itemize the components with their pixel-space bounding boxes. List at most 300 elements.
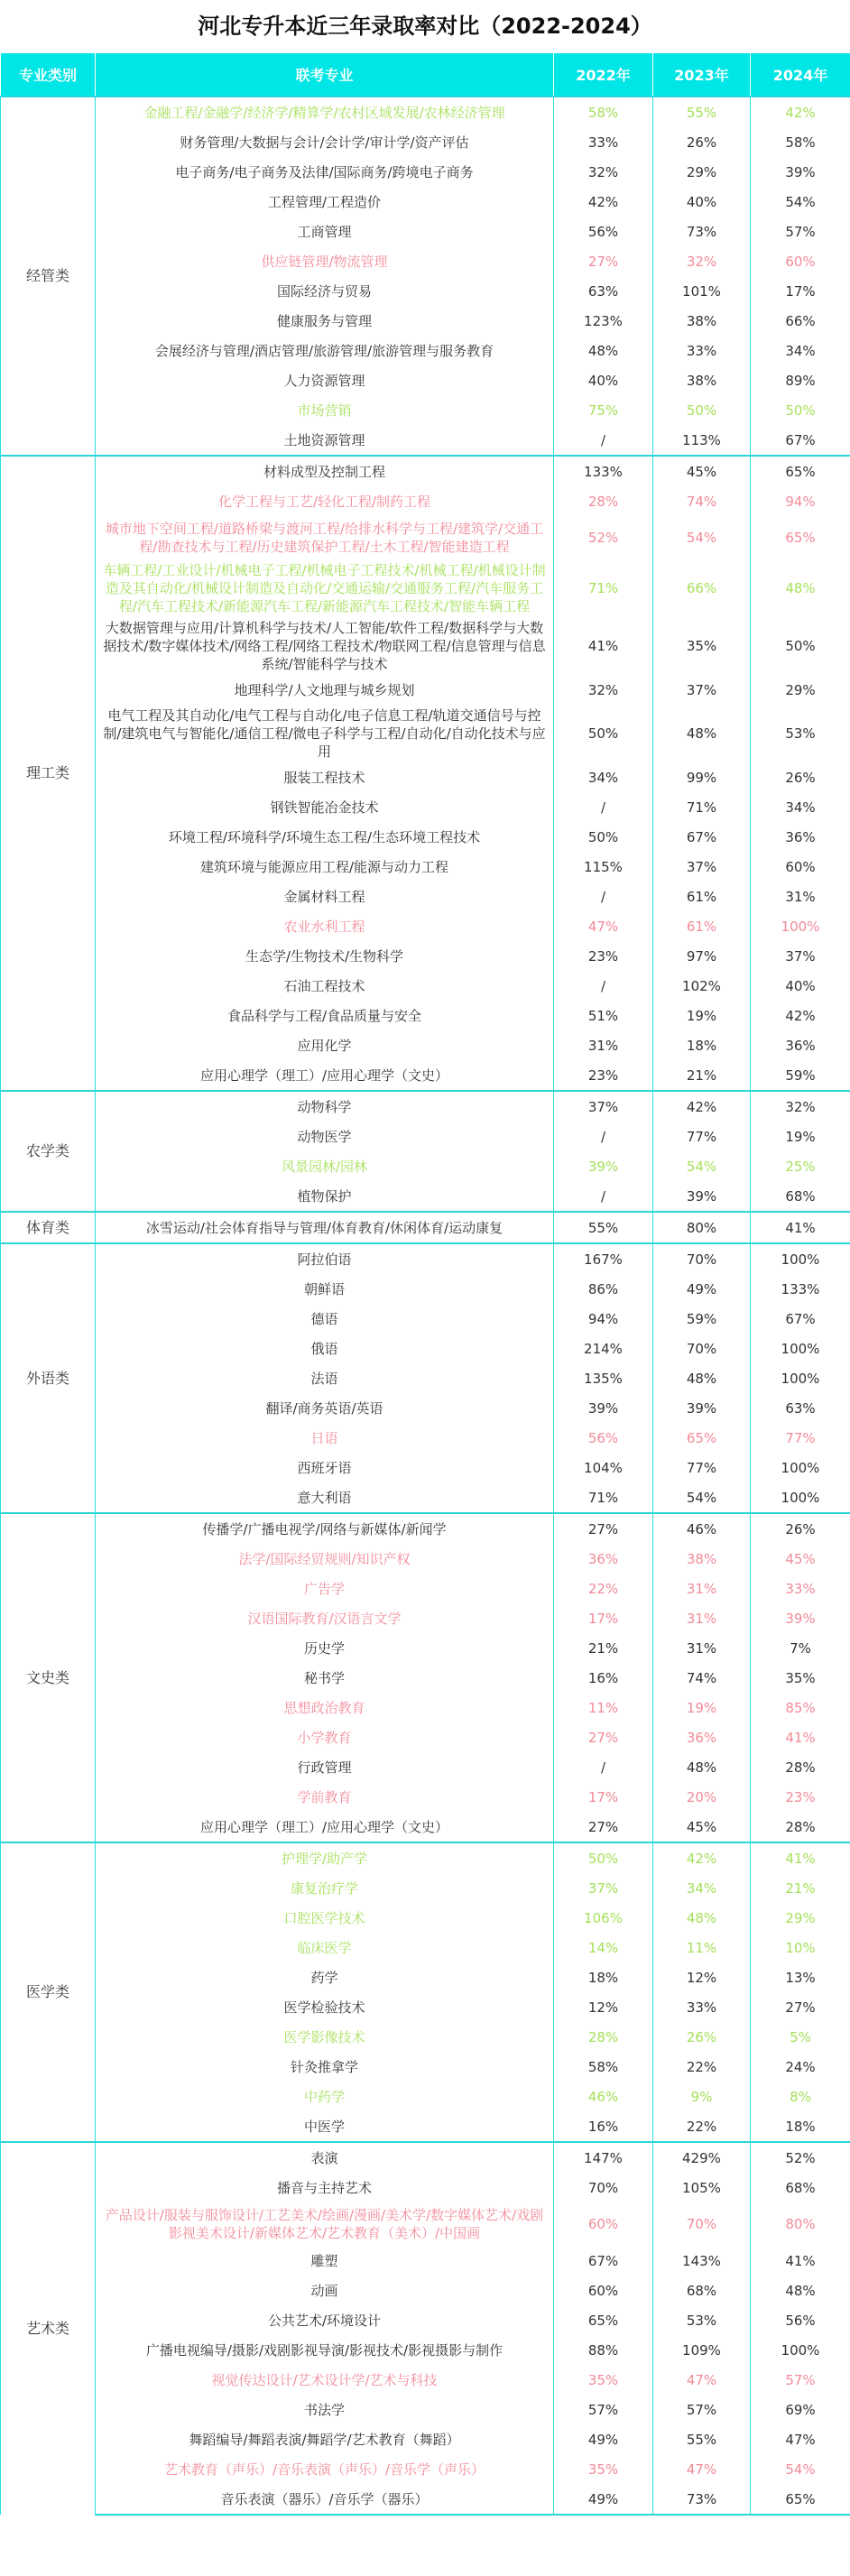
table-row (1, 1633, 850, 1663)
table-row (1, 1243, 850, 1274)
table-row (1, 1873, 850, 1903)
table-row (1, 852, 850, 882)
rate-2024-cell: 50% (751, 395, 850, 425)
rate-2024-cell: 65% (751, 456, 850, 486)
major-cell: 材料成型及控制工程 (96, 456, 554, 486)
category-cell: 农学类 (1, 1091, 96, 1212)
major-cell: 口腔医学技术 (96, 1903, 554, 1933)
rate-2023-cell: 22% (653, 2052, 751, 2082)
rate-2023-cell: 42% (653, 1091, 751, 1122)
major-cell: 广告学 (96, 1574, 554, 1603)
table-row (1, 1663, 850, 1693)
table-row (1, 1212, 850, 1243)
rate-2024-cell: 28% (751, 1812, 850, 1842)
rate-2022-cell: 49% (554, 2484, 653, 2515)
major-cell: 食品科学与工程/食品质量与安全 (96, 1001, 554, 1030)
table-row (1, 2335, 850, 2365)
major-cell: 土地资源管理 (96, 425, 554, 456)
major-cell: 地理科学/人文地理与城乡规划 (96, 675, 554, 705)
rate-2022-cell: 28% (554, 2022, 653, 2052)
rate-2022-cell: / (554, 1122, 653, 1151)
rate-2024-cell: 63% (751, 1393, 850, 1423)
table-row (1, 971, 850, 1001)
major-cell: 中药学 (96, 2082, 554, 2111)
major-cell: 西班牙语 (96, 1453, 554, 1482)
major-cell: 环境工程/环境科学/环境生态工程/生态环境工程技术 (96, 822, 554, 852)
rate-2023-cell: 47% (653, 2365, 751, 2395)
header-2023: 2023年 (653, 53, 751, 97)
major-cell: 历史学 (96, 1633, 554, 1663)
rate-2023-cell: 53% (653, 2305, 751, 2335)
rate-2022-cell: 51% (554, 1001, 653, 1030)
table-row (1, 246, 850, 276)
header-2024: 2024年 (751, 53, 850, 97)
major-cell: 音乐表演（器乐）/音乐学（器乐） (96, 2484, 554, 2515)
major-cell: 护理学/助产学 (96, 1842, 554, 1873)
rate-2023-cell: 73% (653, 2484, 751, 2515)
category-cell: 艺术类 (1, 2142, 96, 2515)
rate-2024-cell: 65% (751, 516, 850, 559)
rate-2023-cell: 42% (653, 1842, 751, 1873)
rate-2024-cell: 5% (751, 2022, 850, 2052)
major-cell: 植物保护 (96, 1181, 554, 1212)
rate-2024-cell: 54% (751, 2454, 850, 2484)
rate-2023-cell: 39% (653, 1181, 751, 1212)
rate-2022-cell: 35% (554, 2365, 653, 2395)
rate-2023-cell: 65% (653, 1423, 751, 1453)
table-row (1, 486, 850, 516)
rate-2023-cell: 77% (653, 1453, 751, 1482)
major-cell: 农业水利工程 (96, 911, 554, 941)
category-group (1, 456, 850, 1091)
major-cell: 视觉传达设计/艺术设计学/艺术与科技 (96, 2365, 554, 2395)
rate-2024-cell: 77% (751, 1423, 850, 1453)
rate-2024-cell: 25% (751, 1151, 850, 1181)
major-cell: 工商管理 (96, 217, 554, 246)
table-row (1, 336, 850, 365)
rate-2023-cell: 49% (653, 1274, 751, 1304)
rate-2024-cell: 18% (751, 2111, 850, 2142)
major-cell: 风景园林/园林 (96, 1151, 554, 1181)
rate-2024-cell: 67% (751, 425, 850, 456)
rate-2022-cell: 32% (554, 157, 653, 187)
rate-2023-cell: 113% (653, 425, 751, 456)
rate-2023-cell: 70% (653, 1243, 751, 1274)
rate-2022-cell: 58% (554, 97, 653, 127)
rate-2023-cell: 50% (653, 395, 751, 425)
table-row (1, 2454, 850, 2484)
rate-2023-cell: 39% (653, 1393, 751, 1423)
table-row (1, 1482, 850, 1513)
major-cell: 人力资源管理 (96, 365, 554, 395)
table-row (1, 1992, 850, 2022)
rate-2022-cell: 33% (554, 127, 653, 157)
table-row (1, 1722, 850, 1752)
rate-2024-cell: 94% (751, 486, 850, 516)
rate-2022-cell: 12% (554, 1992, 653, 2022)
table-row (1, 1151, 850, 1181)
table-row (1, 127, 850, 157)
rate-2023-cell: 18% (653, 1030, 751, 1060)
rate-2022-cell: 57% (554, 2395, 653, 2424)
rate-2023-cell: 48% (653, 1903, 751, 1933)
rate-2024-cell: 29% (751, 675, 850, 705)
category-cell: 理工类 (1, 456, 96, 1091)
header-major: 联考专业 (96, 53, 554, 97)
rate-2022-cell: 23% (554, 941, 653, 971)
rate-2024-cell: 23% (751, 1782, 850, 1812)
major-cell: 表演 (96, 2142, 554, 2173)
major-cell: 动物医学 (96, 1122, 554, 1151)
category-group (1, 97, 850, 456)
major-cell: 朝鲜语 (96, 1274, 554, 1304)
rate-2022-cell: 67% (554, 2246, 653, 2276)
rate-2022-cell: 70% (554, 2173, 653, 2202)
table-row (1, 617, 850, 675)
major-cell: 动物科学 (96, 1091, 554, 1122)
rate-2023-cell: 54% (653, 516, 751, 559)
table-row (1, 1274, 850, 1304)
rate-2023-cell: 61% (653, 882, 751, 911)
rate-2022-cell: 35% (554, 2454, 653, 2484)
rate-2024-cell: 59% (751, 1060, 850, 1091)
major-cell: 化学工程与工艺/轻化工程/制药工程 (96, 486, 554, 516)
table-row (1, 1091, 850, 1122)
rate-2024-cell: 50% (751, 617, 850, 675)
rate-2022-cell: 147% (554, 2142, 653, 2173)
category-group (1, 1212, 850, 1243)
table-row (1, 2052, 850, 2082)
rate-2024-cell: 47% (751, 2424, 850, 2454)
rate-2024-cell: 100% (751, 1363, 850, 1393)
rate-2024-cell: 40% (751, 971, 850, 1001)
rate-2022-cell: 49% (554, 2424, 653, 2454)
table-row (1, 1842, 850, 1873)
rate-2024-cell: 56% (751, 2305, 850, 2335)
table-row (1, 1001, 850, 1030)
rate-2022-cell: 22% (554, 1574, 653, 1603)
rate-2024-cell: 85% (751, 1693, 850, 1722)
category-group (1, 1243, 850, 1513)
table-row (1, 792, 850, 822)
rate-2024-cell: 65% (751, 2484, 850, 2515)
rate-2022-cell: 18% (554, 1962, 653, 1992)
rate-2024-cell: 21% (751, 1873, 850, 1903)
table-row (1, 1181, 850, 1212)
rate-2023-cell: 31% (653, 1603, 751, 1633)
major-cell: 公共艺术/环境设计 (96, 2305, 554, 2335)
table-row (1, 365, 850, 395)
rate-2022-cell: 104% (554, 1453, 653, 1482)
major-cell: 大数据管理与应用/计算机科学与技术/人工智能/软件工程/数据科学与大数据技术/数字媒体技术/网络工程/网络工程技术/物联网工程/信息管理与信息系统/智能科学与技术 (96, 617, 554, 675)
major-cell: 法语 (96, 1363, 554, 1393)
rate-2022-cell: / (554, 425, 653, 456)
rate-2023-cell: 45% (653, 456, 751, 486)
major-cell: 学前教育 (96, 1782, 554, 1812)
table-row (1, 456, 850, 486)
rate-2023-cell: 38% (653, 365, 751, 395)
rate-2023-cell: 19% (653, 1693, 751, 1722)
rate-2024-cell: 41% (751, 2246, 850, 2276)
major-cell: 动画 (96, 2276, 554, 2305)
rate-2022-cell: / (554, 1752, 653, 1782)
rate-2024-cell: 41% (751, 1842, 850, 1873)
rate-2022-cell: 55% (554, 1212, 653, 1243)
major-cell: 金融工程/金融学/经济学/精算学/农村区域发展/农林经济管理 (96, 97, 554, 127)
rate-2023-cell: 36% (653, 1722, 751, 1752)
major-cell: 电气工程及其自动化/电气工程与自动化/电子信息工程/轨道交通信号与控制/建筑电气与智能化/通信工程/微电子科学与工程/自动化/自动化技术与应用 (96, 705, 554, 762)
rate-2023-cell: 32% (653, 246, 751, 276)
table-row (1, 2305, 850, 2335)
rate-2023-cell: 48% (653, 1363, 751, 1393)
rate-2024-cell: 60% (751, 246, 850, 276)
rate-2024-cell: 27% (751, 1992, 850, 2022)
rate-2024-cell: 100% (751, 1243, 850, 1274)
major-cell: 意大利语 (96, 1482, 554, 1513)
admission-rate-table (0, 52, 850, 2516)
table-row (1, 559, 850, 617)
rate-2024-cell: 34% (751, 792, 850, 822)
rate-2022-cell: 56% (554, 217, 653, 246)
major-cell: 日语 (96, 1423, 554, 1453)
rate-2022-cell: 56% (554, 1423, 653, 1453)
major-cell: 工程管理/工程造价 (96, 187, 554, 217)
table-row (1, 1752, 850, 1782)
rate-2024-cell: 66% (751, 306, 850, 336)
rate-2022-cell: 135% (554, 1363, 653, 1393)
rate-2024-cell: 54% (751, 187, 850, 217)
rate-2022-cell: 36% (554, 1544, 653, 1574)
rate-2023-cell: 105% (653, 2173, 751, 2202)
rate-2022-cell: 47% (554, 911, 653, 941)
major-cell: 电子商务/电子商务及法律/国际商务/跨境电子商务 (96, 157, 554, 187)
table-row (1, 187, 850, 217)
page-title: 河北专升本近三年录取率对比（2022-2024） (198, 14, 652, 39)
major-cell: 产品设计/服装与服饰设计/工艺美术/绘画/漫画/美术学/数字媒体艺术/戏剧影视美术设计/新媒体艺术/艺术教育（美术）/中国画 (96, 2202, 554, 2246)
major-cell: 会展经济与管理/酒店管理/旅游管理/旅游管理与服务教育 (96, 336, 554, 365)
rate-2022-cell: 46% (554, 2082, 653, 2111)
rate-2022-cell: 106% (554, 1903, 653, 1933)
table-row (1, 1030, 850, 1060)
table-row (1, 2111, 850, 2142)
major-cell: 临床医学 (96, 1933, 554, 1962)
rate-2024-cell: 33% (751, 1574, 850, 1603)
rate-2023-cell: 55% (653, 2424, 751, 2454)
table-row (1, 1812, 850, 1842)
rate-2023-cell: 37% (653, 852, 751, 882)
major-cell: 法学/国际经贸规则/知识产权 (96, 1544, 554, 1574)
category-group (1, 1842, 850, 2142)
rate-2023-cell: 31% (653, 1633, 751, 1663)
major-cell: 俄语 (96, 1334, 554, 1363)
rate-2024-cell: 19% (751, 1122, 850, 1151)
rate-2023-cell: 66% (653, 559, 751, 617)
major-cell: 车辆工程/工业设计/机械电子工程/机械电子工程技术/机械工程/机械设计制造及其自动化/机械设计制造及自动化/交通运输/交通服务工程/汽车服务工程/汽车工程技术/新能源汽车工程/新能源汽车工程技术/智能车辆工程 (96, 559, 554, 617)
table-row (1, 1060, 850, 1091)
rate-2023-cell: 48% (653, 1752, 751, 1782)
rate-2022-cell: 52% (554, 516, 653, 559)
rate-2022-cell: 17% (554, 1782, 653, 1812)
rate-2023-cell: 109% (653, 2335, 751, 2365)
rate-2023-cell: 46% (653, 1513, 751, 1544)
rate-2024-cell: 41% (751, 1212, 850, 1243)
rate-2024-cell: 36% (751, 1030, 850, 1060)
rate-2023-cell: 55% (653, 97, 751, 127)
major-cell: 药学 (96, 1962, 554, 1992)
rate-2023-cell: 35% (653, 617, 751, 675)
rate-2023-cell: 34% (653, 1873, 751, 1903)
rate-2024-cell: 57% (751, 2365, 850, 2395)
table-row (1, 1393, 850, 1423)
table-row (1, 1903, 850, 1933)
rate-2023-cell: 54% (653, 1151, 751, 1181)
rate-2024-cell: 8% (751, 2082, 850, 2111)
rate-2022-cell: 14% (554, 1933, 653, 1962)
rate-2022-cell: 42% (554, 187, 653, 217)
major-cell: 财务管理/大数据与会计/会计学/审计学/资产评估 (96, 127, 554, 157)
rate-2022-cell: 11% (554, 1693, 653, 1722)
table-row (1, 2202, 850, 2246)
rate-2023-cell: 33% (653, 336, 751, 365)
rate-2024-cell: 58% (751, 127, 850, 157)
rate-2022-cell: 32% (554, 675, 653, 705)
rate-2024-cell: 45% (751, 1544, 850, 1574)
rate-2023-cell: 19% (653, 1001, 751, 1030)
rate-2024-cell: 39% (751, 1603, 850, 1633)
rate-2022-cell: / (554, 971, 653, 1001)
table-row (1, 2142, 850, 2173)
rate-2023-cell: 26% (653, 2022, 751, 2052)
rate-2024-cell: 26% (751, 762, 850, 792)
rate-2023-cell: 68% (653, 2276, 751, 2305)
rate-2024-cell: 48% (751, 2276, 850, 2305)
rate-2022-cell: 27% (554, 246, 653, 276)
table-row (1, 395, 850, 425)
major-cell: 播音与主持艺术 (96, 2173, 554, 2202)
rate-2023-cell: 47% (653, 2454, 751, 2484)
rate-2023-cell: 102% (653, 971, 751, 1001)
rate-2024-cell: 28% (751, 1752, 850, 1782)
rate-2024-cell: 100% (751, 911, 850, 941)
table-row (1, 2365, 850, 2395)
rate-2024-cell: 67% (751, 1304, 850, 1334)
rate-2024-cell: 100% (751, 1482, 850, 1513)
rate-2022-cell: 94% (554, 1304, 653, 1334)
major-cell: 翻译/商务英语/英语 (96, 1393, 554, 1423)
rate-2024-cell: 53% (751, 705, 850, 762)
table-row (1, 2424, 850, 2454)
rate-2024-cell: 48% (751, 559, 850, 617)
rate-2024-cell: 35% (751, 1663, 850, 1693)
major-cell: 中医学 (96, 2111, 554, 2142)
table-row (1, 911, 850, 941)
rate-2023-cell: 99% (653, 762, 751, 792)
table-row (1, 1122, 850, 1151)
major-cell: 冰雪运动/社会体育指导与管理/体育教育/休闲体育/运动康复 (96, 1212, 554, 1243)
table-row (1, 1304, 850, 1334)
rate-2024-cell: 68% (751, 2173, 850, 2202)
rate-2023-cell: 21% (653, 1060, 751, 1091)
rate-2022-cell: 58% (554, 2052, 653, 2082)
rate-2024-cell: 52% (751, 2142, 850, 2173)
rate-2024-cell: 29% (751, 1903, 850, 1933)
table-row (1, 1363, 850, 1393)
table-row (1, 705, 850, 762)
rate-2022-cell: 34% (554, 762, 653, 792)
rate-2024-cell: 80% (751, 2202, 850, 2246)
rate-2023-cell: 80% (653, 1212, 751, 1243)
rate-2023-cell: 59% (653, 1304, 751, 1334)
rate-2022-cell: 27% (554, 1722, 653, 1752)
rate-2023-cell: 20% (653, 1782, 751, 1812)
rate-2023-cell: 38% (653, 1544, 751, 1574)
rate-2023-cell: 143% (653, 2246, 751, 2276)
table-row (1, 276, 850, 306)
table-row (1, 762, 850, 792)
rate-2022-cell: 31% (554, 1030, 653, 1060)
category-cell: 体育类 (1, 1212, 96, 1243)
rate-2023-cell: 9% (653, 2082, 751, 2111)
rate-2022-cell: 60% (554, 2276, 653, 2305)
rate-2022-cell: 71% (554, 1482, 653, 1513)
major-cell: 书法学 (96, 2395, 554, 2424)
rate-2022-cell: 65% (554, 2305, 653, 2335)
rate-2022-cell: 133% (554, 456, 653, 486)
rate-2023-cell: 77% (653, 1122, 751, 1151)
rate-2023-cell: 37% (653, 675, 751, 705)
rate-2023-cell: 48% (653, 705, 751, 762)
rate-2024-cell: 37% (751, 941, 850, 971)
rate-2022-cell: / (554, 882, 653, 911)
rate-2022-cell: 37% (554, 1091, 653, 1122)
rate-2022-cell: / (554, 1181, 653, 1212)
rate-2023-cell: 38% (653, 306, 751, 336)
rate-2023-cell: 12% (653, 1962, 751, 1992)
rate-2024-cell: 24% (751, 2052, 850, 2082)
rate-2022-cell: 21% (554, 1633, 653, 1663)
major-cell: 广播电视编导/摄影/戏剧影视导演/影视技术/影视摄影与制作 (96, 2335, 554, 2365)
rate-2024-cell: 7% (751, 1633, 850, 1663)
category-cell: 文史类 (1, 1513, 96, 1842)
rate-2024-cell: 13% (751, 1962, 850, 1992)
rate-2024-cell: 69% (751, 2395, 850, 2424)
rate-2022-cell: 75% (554, 395, 653, 425)
major-cell: 传播学/广播电视学/网络与新媒体/新闻学 (96, 1513, 554, 1544)
rate-2024-cell: 32% (751, 1091, 850, 1122)
rate-2022-cell: 167% (554, 1243, 653, 1274)
rate-2024-cell: 41% (751, 1722, 850, 1752)
rate-2024-cell: 36% (751, 822, 850, 852)
rate-2022-cell: 48% (554, 336, 653, 365)
rate-2022-cell: 23% (554, 1060, 653, 1091)
table-row (1, 822, 850, 852)
category-cell: 经管类 (1, 97, 96, 456)
rate-2023-cell: 11% (653, 1933, 751, 1962)
major-cell: 钢铁智能冶金技术 (96, 792, 554, 822)
rate-2024-cell: 60% (751, 852, 850, 882)
table-row (1, 2246, 850, 2276)
rate-2023-cell: 22% (653, 2111, 751, 2142)
category-group (1, 1513, 850, 1842)
rate-2023-cell: 33% (653, 1992, 751, 2022)
rate-2022-cell: 50% (554, 822, 653, 852)
rate-2024-cell: 133% (751, 1274, 850, 1304)
major-cell: 石油工程技术 (96, 971, 554, 1001)
rate-2022-cell: 71% (554, 559, 653, 617)
rate-2023-cell: 70% (653, 2202, 751, 2246)
table-row (1, 2276, 850, 2305)
major-cell: 阿拉伯语 (96, 1243, 554, 1274)
